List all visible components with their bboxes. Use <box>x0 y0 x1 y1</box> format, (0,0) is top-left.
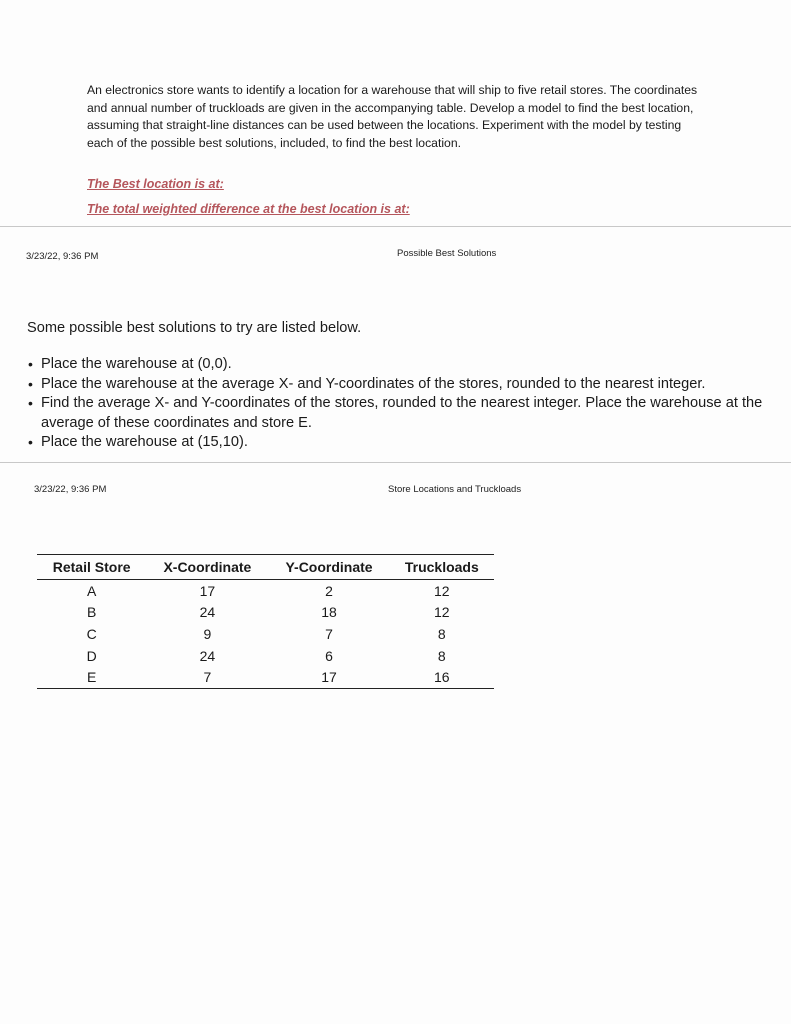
cell-y: 18 <box>321 604 337 621</box>
cell-truckloads: 8 <box>437 625 446 642</box>
cell-y: 7 <box>325 625 333 642</box>
problem-statement: An electronics store wants to identify a location for a warehouse that will ship to five retail stores. The coordinates and annual number of truckloads are given in the accompanying table. Develop a model to find the best location, assuming that straight-line distances can be used between the locations. Experiment with the model by testing each of the possible best solutions, included, to find the best location. <box>87 83 698 150</box>
solution-item: • Place the warehouse at the average X- and Y-coordinates of the stores, rounded to the nearest integer. <box>27 375 767 395</box>
cell-store: B <box>86 604 97 621</box>
cell-x: 7 <box>146 666 268 688</box>
cell-x: 24 <box>199 604 216 621</box>
table-row <box>37 602 494 624</box>
cell-truckloads: 12 <box>434 582 450 599</box>
header-x-coordinate: X-Coordinate <box>146 555 268 580</box>
cell-store: D <box>86 647 97 664</box>
cell-x: 9 <box>203 625 212 642</box>
cell-y: 2 <box>325 582 333 599</box>
cell-store: E <box>37 666 146 688</box>
best-location-label: The Best location is at: <box>87 177 224 191</box>
page-divider <box>0 462 791 463</box>
page2-title: Possible Best Solutions <box>397 248 497 259</box>
solutions-list <box>27 355 767 453</box>
table-row <box>37 666 494 688</box>
table-row <box>37 580 494 602</box>
cell-x: 24 <box>199 647 216 664</box>
solution-item: • Find the average X- and Y-coordinates of the stores, rounded to the nearest integer. Place the warehouse at the average of these coordinates and store E. <box>27 394 767 433</box>
page3-title: Store Locations and Truckloads <box>388 484 522 495</box>
header-retail-store: Retail Store <box>37 555 146 580</box>
header-truckloads: Truckloads <box>390 555 494 580</box>
cell-truckloads: 8 <box>437 647 446 664</box>
table-row <box>37 645 494 667</box>
cell-y: 6 <box>325 647 333 664</box>
cell-x: 17 <box>199 582 216 599</box>
store-locations-table <box>37 554 494 689</box>
page2-timestamp: 3/23/22, 9:36 PM <box>26 251 99 262</box>
cell-truckloads: 16 <box>390 666 494 688</box>
table-row <box>37 623 494 645</box>
page-divider <box>0 226 791 227</box>
solutions-intro: Some possible best solutions to try are listed below. <box>27 320 362 336</box>
cell-y: 17 <box>268 666 389 688</box>
table-header-row <box>37 555 494 580</box>
total-weighted-label: The total weighted difference at the best location is at: <box>87 202 410 216</box>
solution-item: • Place the warehouse at (15,10). <box>27 433 767 453</box>
page3-timestamp: 3/23/22, 9:36 PM <box>34 484 107 495</box>
header-y-coordinate: Y-Coordinate <box>268 555 389 580</box>
cell-store: C <box>86 625 97 642</box>
cell-store: A <box>86 582 97 599</box>
solution-item: • Place the warehouse at (0,0). <box>27 355 767 375</box>
cell-truckloads: 12 <box>434 604 450 621</box>
